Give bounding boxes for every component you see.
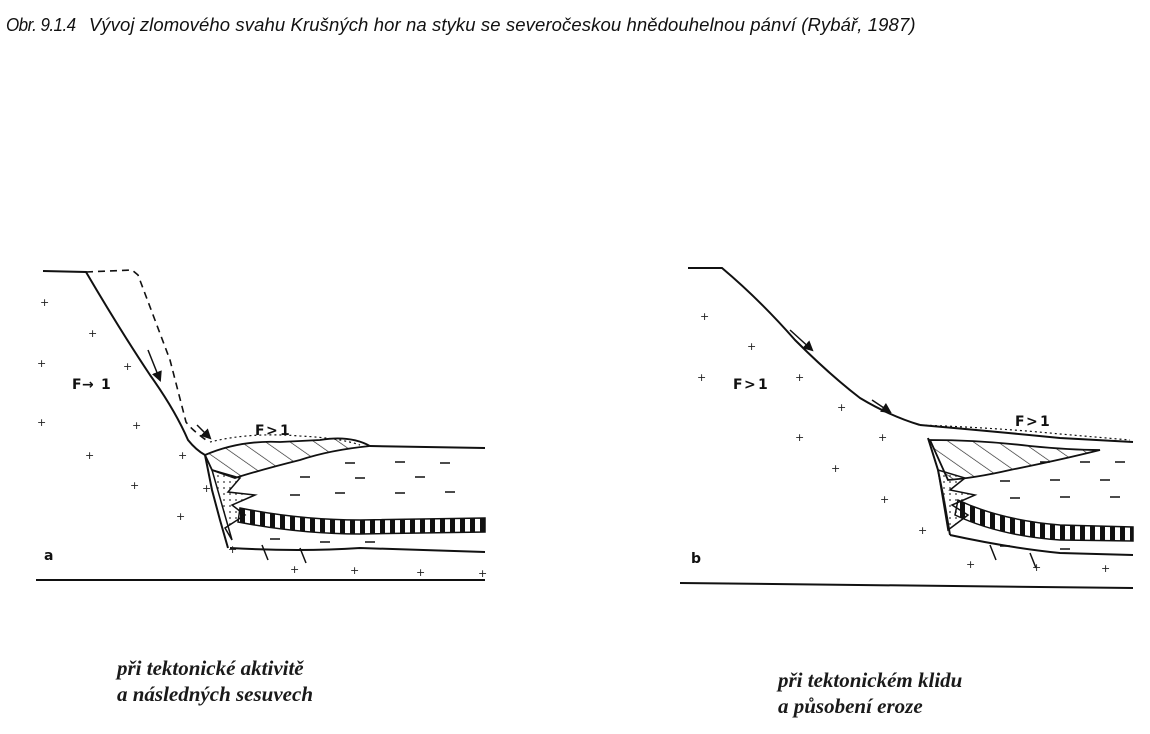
svg-text:+: + [831,462,841,475]
svg-text:+: + [202,482,212,495]
svg-text:+: + [132,419,142,432]
svg-text:+: + [795,371,805,384]
svg-text:+: + [795,431,805,444]
panel-a-former-scarp [86,270,206,440]
svg-text:+: + [228,543,238,556]
svg-text:+: + [880,493,890,506]
panel-b-factor-right: F [1015,414,1025,430]
svg-text:+: + [290,563,300,576]
panel-b-letter: b [691,551,702,567]
svg-text:+: + [350,564,360,577]
svg-text:+: + [878,431,888,444]
svg-text:+: + [123,360,133,373]
panel-b-base-line [680,583,1133,588]
panel-a-factor-left-value: 1 [101,377,111,393]
panel-b-coal-seam [955,500,1133,541]
panel-a-subcaption-line2: a následných sesuvech [117,682,313,706]
svg-text:→: → [82,377,94,393]
panel-a-lower-boundary [230,548,485,552]
svg-text:+: + [1101,562,1111,575]
svg-text:+: + [416,566,426,579]
svg-text:+: + [178,449,188,462]
panel-a-factor-right: F [255,423,265,439]
panel-b-subcaption [778,667,962,719]
svg-text:+: + [37,416,47,429]
svg-text:+: + [966,558,976,571]
svg-text:+: + [85,449,95,462]
panel-b-factor-left: F [733,377,743,393]
panel-b-landslide-body [930,440,1100,480]
panel-b-slope-line [688,268,920,425]
svg-text:+: + [700,310,710,323]
svg-text:+: + [1032,561,1042,574]
svg-text:+: + [37,357,47,370]
svg-text:+: + [88,327,98,340]
panel-a-landslide-body [205,438,370,478]
figure-caption-text: Vývoj zlomového svahu Krušných hor na styku se severočeskou hnědouhelnou pánví (Rybář, 1987) [88,14,916,35]
svg-text:+: + [176,510,186,523]
svg-text:+: + [918,524,928,537]
svg-text:+: + [478,567,488,580]
panel-a-subcaption [117,655,313,707]
svg-text:+: + [747,340,757,353]
panel-b-subcaption-line1: při tektonickém klidu [778,668,963,692]
panel-b-factor-right-value: 1 [1040,414,1050,430]
svg-text:>: > [744,377,756,393]
panel-a-letter: a [44,548,54,564]
panel-a-subcaption-line1: při tektonické aktivitě [117,656,304,680]
svg-text:>: > [1026,414,1038,430]
svg-text:+: + [130,479,140,492]
panel-a-factor-left: F [72,377,82,393]
panel-b-diagram [680,268,1133,588]
figure-label: Obr. 9.1.4 [6,14,76,35]
panel-b-subcaption-line2: a působení eroze [778,694,923,718]
svg-text:+: + [40,296,50,309]
panel-a-breccia-wedge [212,470,255,540]
panel-a-factor-right-value: 1 [280,423,290,439]
panel-a-basin-surface [370,446,485,448]
panel-a-slide-arrow-2 [197,425,210,438]
svg-text:>: > [266,423,278,439]
svg-text:+: + [697,371,707,384]
panel-a-coal-seam [238,508,485,534]
svg-text:+: + [837,401,847,414]
panel-b-factor-left-value: 1 [758,377,768,393]
